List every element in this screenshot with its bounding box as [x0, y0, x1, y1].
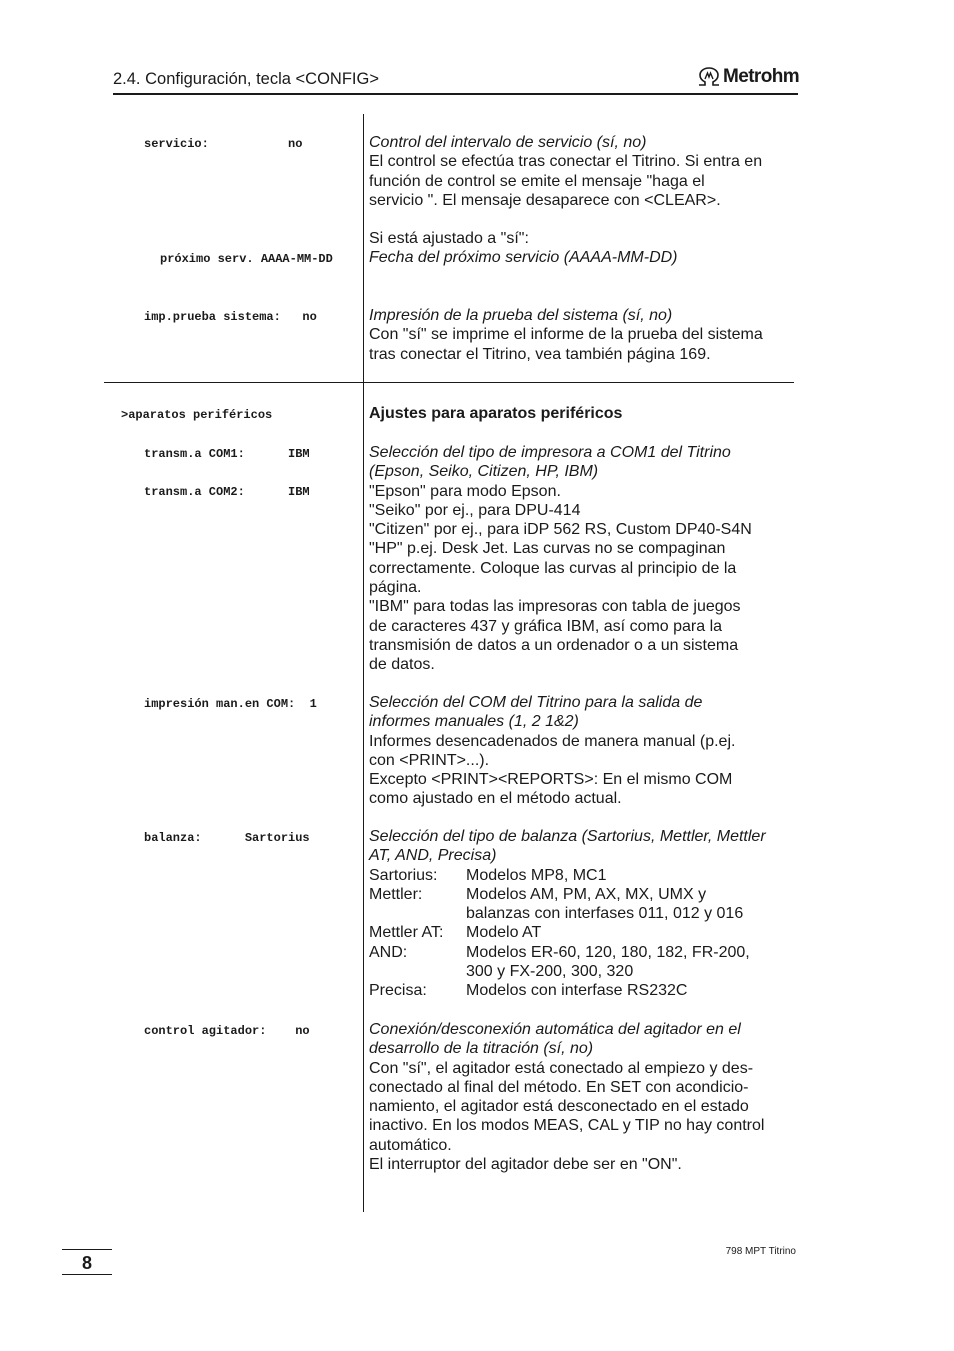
balanza-row	[369, 923, 799, 942]
balanza-row-value	[466, 981, 687, 1000]
desc-line: como ajustado en el método actual.	[369, 790, 622, 808]
balanza-value-line: Modelo AT	[466, 924, 542, 942]
desc-balanza	[369, 827, 799, 1001]
balanza-value-line: 300 y FX-200, 300, 320	[466, 963, 634, 981]
desc-line: servicio ". El mensaje desaparece con <CLEAR>.	[369, 191, 721, 209]
param-control-agitador: control agitador: no	[144, 1024, 310, 1038]
desc-proximo-servicio	[369, 229, 799, 268]
desc-line: página.	[369, 579, 422, 597]
param-transm-com1: transm.a COM1: IBM	[144, 447, 310, 461]
desc-servicio	[369, 133, 799, 210]
param-transm-com2: transm.a COM2: IBM	[144, 485, 310, 499]
product-name: 798 MPT Titrino	[725, 1246, 796, 1257]
balanza-row-value	[466, 885, 743, 924]
balanza-row	[369, 866, 799, 885]
desc-impresora	[369, 443, 799, 675]
desc-line: "Epson" para modo Epson.	[369, 482, 561, 500]
balanza-value-line: Modelos MP8, MC1	[466, 866, 607, 884]
metrohm-logo-text: Metrohm	[723, 66, 800, 87]
desc-impresora-title: Selección del tipo de impresora a COM1 del Titrino	[369, 444, 731, 461]
desc-impresion-manual	[369, 693, 799, 809]
balanza-value-line: Modelos AM, PM, AX, MX, UMX y	[466, 885, 707, 903]
section-heading: Ajustes para aparatos periféricos	[369, 405, 623, 422]
desc-line: transmisión de datos a un ordenador o a un sistema	[369, 636, 739, 654]
desc-line: inactivo. En los modos MEAS, CAL y TIP no hay control	[369, 1117, 765, 1135]
param-imp-prueba-sistema: imp.prueba sistema: no	[144, 310, 317, 324]
param-servicio: servicio: no	[144, 137, 303, 151]
balanza-value-line: balanzas con interfases 011, 012 y 016	[466, 905, 744, 923]
desc-line: El control se efectúa tras conectar el Titrino. Si entra en	[369, 153, 763, 171]
desc-imp-prueba	[369, 306, 799, 364]
metrohm-logo	[697, 66, 799, 88]
param-impresion-man-com: impresión man.en COM: 1	[144, 697, 317, 711]
desc-line: de caracteres 437 y gráfica IBM, así como para la	[369, 617, 723, 635]
param-aparatos-perifericos: >aparatos periféricos	[121, 408, 273, 422]
param-balanza: balanza: Sartorius	[144, 831, 310, 845]
desc-agitador-title: Conexión/desconexión automática del agitador en el	[369, 1021, 741, 1038]
desc-control-agitador	[369, 1020, 799, 1174]
balanza-row-value	[466, 923, 541, 942]
desc-line: El interruptor del agitador debe ser en "ON".	[369, 1156, 682, 1174]
desc-line: automático.	[369, 1136, 452, 1154]
desc-proximo-intro: Si está ajustado a "sí":	[369, 230, 529, 247]
desc-line: correctamente. Coloque las curvas al principio de la	[369, 559, 737, 577]
desc-line: Excepto <PRINT><REPORTS>: En el mismo COM	[369, 771, 733, 789]
balanza-row-label: Mettler:	[369, 885, 423, 903]
balanza-row-value	[466, 943, 750, 982]
desc-line: Con "sí", el agitador está conectado al empiezo y des-	[369, 1059, 754, 1077]
desc-impresora-title: (Epson, Seiko, Citizen, HP, IBM)	[369, 463, 599, 481]
desc-line: "IBM" para todas las impresoras con tabla de juegos	[369, 598, 741, 616]
desc-line: tras conectar el Titrino, vea también página 169.	[369, 345, 711, 363]
section-divider	[104, 382, 794, 383]
desc-line: conectado al final del método. En SET con acondicio-	[369, 1078, 749, 1096]
page-header-title: 2.4. Configuración, tecla <CONFIG>	[113, 70, 379, 88]
desc-aparatos-heading	[369, 404, 799, 423]
desc-agitador-title: desarrollo de la titración (sí, no)	[369, 1040, 594, 1058]
column-divider	[363, 114, 364, 1212]
desc-impresion-title: Selección del COM del Titrino para la salida de	[369, 694, 703, 711]
desc-line: Informes desencadenados de manera manual (p.ej.	[369, 732, 736, 750]
balanza-row	[369, 943, 799, 982]
balanza-row-label: Precisa:	[369, 982, 427, 1000]
balanza-row	[369, 885, 799, 924]
page-number: 8	[62, 1249, 112, 1275]
desc-balanza-title: Selección del tipo de balanza (Sartorius, Mettler, Mettler	[369, 828, 766, 845]
desc-servicio-title: Control del intervalo de servicio (sí, no)	[369, 134, 647, 151]
metrohm-logo-icon	[697, 67, 721, 87]
desc-line: de datos.	[369, 656, 435, 674]
desc-line: con <PRINT>...).	[369, 751, 490, 769]
desc-line: función de control se emite el mensaje "haga el	[369, 172, 705, 190]
desc-line: "Citizen" por ej., para iDP 562 RS, Custom DP40-S4N	[369, 521, 752, 539]
desc-line: namiento, el agitador está desconectado en el estado	[369, 1098, 749, 1116]
balanza-value-line: Modelos con interfase RS232C	[466, 982, 688, 1000]
desc-line: "Seiko" por ej., para DPU-414	[369, 501, 581, 519]
desc-line: Con "sí" se imprime el informe de la prueba del sistema	[369, 326, 763, 344]
balanza-row-label: Mettler AT:	[369, 924, 444, 942]
balanza-row-label: Sartorius:	[369, 866, 438, 884]
balanza-row-label: AND:	[369, 943, 408, 961]
balanza-value-line: Modelos ER-60, 120, 180, 182, FR-200,	[466, 943, 750, 961]
desc-imp-prueba-title: Impresión de la prueba del sistema (sí, no)	[369, 307, 673, 324]
desc-impresion-title: informes manuales (1, 2 1&2)	[369, 713, 579, 731]
balanza-row	[369, 981, 799, 1000]
desc-proximo-title: Fecha del próximo servicio (AAAA-MM-DD)	[369, 249, 678, 267]
desc-balanza-title: AT, AND, Precisa)	[369, 847, 497, 865]
desc-line: "HP" p.ej. Desk Jet. Las curvas no se compaginan	[369, 540, 726, 558]
param-proximo-servicio: próximo serv. AAAA-MM-DD	[160, 252, 333, 266]
header-rule	[113, 93, 798, 95]
balanza-row-value	[466, 866, 607, 885]
